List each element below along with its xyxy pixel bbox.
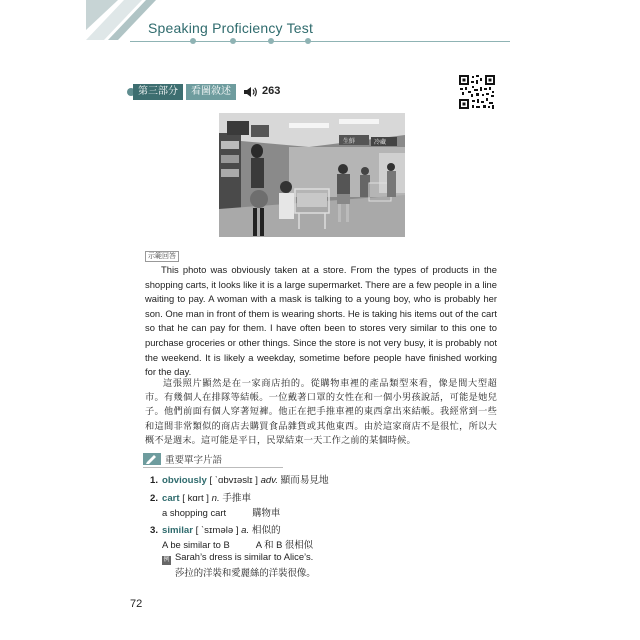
example-icon: 例 [163, 557, 170, 563]
vocab-phrase-zh: A 和 B 很相似 [255, 539, 314, 550]
model-answer-label: 示範回答 [145, 251, 179, 262]
audio-track-number: 263 [262, 85, 281, 97]
vocab-meaning: 手推車 [222, 493, 252, 504]
header-dot [230, 38, 236, 44]
vocab-entry [150, 522, 281, 536]
pencil-icon [143, 453, 161, 465]
vocab-number: 2. [150, 493, 159, 504]
vocab-phrase-en: A be similar to B [162, 539, 230, 550]
vocab-number: 3. [150, 525, 159, 536]
header-stripe-decoration [86, 0, 156, 40]
section-name-label: 看圖敘述 [186, 84, 236, 100]
header-dot [190, 38, 196, 44]
vocab-entry [150, 490, 251, 504]
header-rule [130, 41, 510, 42]
vocab-meaning: 相似的 [251, 525, 281, 536]
vocab-title: 重要單字片語 [165, 455, 223, 466]
vocab-pos: adv. [260, 475, 278, 486]
vocab-pos: a. [241, 525, 250, 536]
vocab-heading [143, 452, 222, 466]
vocab-phrase-en: a shopping cart [162, 507, 227, 518]
vocab-number: 1. [150, 475, 159, 486]
vocab-phrase [162, 505, 280, 519]
vocab-example [162, 551, 313, 565]
vocab-word: similar [162, 525, 193, 536]
english-answer-paragraph: This photo was obviously taken at a store. From the types of products in the shopping carts, it looks like it is a large supermarket. There are a few people in a line waiting to pay. A woman with a mask is talking to a young boy, who is probably her son. One man in front of them is wearing shorts. He is taking his items out of the cart so that he can pay for them. I have often been to stores very similar to this one to purchase groceries or other things. Since the store is not very busy, it is probably not the weekend. It is likely a weekday, sometime before people have finished working for the day. [145, 264, 497, 378]
qr-code-icon[interactable] [458, 74, 496, 110]
vocab-example-translation: 莎拉的洋裝和愛麗絲的洋裝很像。 [175, 567, 316, 578]
vocab-pos: n. [211, 493, 220, 504]
vocab-entry [150, 472, 329, 486]
store-sign: 冷藏 [374, 139, 387, 146]
store-photo [219, 113, 405, 237]
chinese-translation-paragraph: 這張照片顯然是在一家商店拍的。從購物車裡的產品類型來看，像是間大型超市。有幾個人在排隊等結帳。一位戴著口罩的女性在和一個小男孩說話，可能是她兒子。他們前面有個人穿著短褲。他正在把手推車裡的東西拿出來結帳。我經常到一些和這間非常類似的商店去購買食品雜貨或其他東西。由於這家商店不是很忙，所以大概不是週末。這可能是平日，民眾結束一天工作之前的某個時候。 [145, 378, 497, 445]
vocab-phrase [162, 537, 313, 551]
vocab-ipa: [ ˋsɪmələ ] [195, 525, 239, 536]
vocab-ipa: [ ˋɑbvɪəslɪ ] [209, 475, 258, 486]
section-part-label: 第三部分 [133, 84, 183, 100]
header-dot [305, 38, 311, 44]
vocab-ipa: [ kɑrt ] [182, 493, 209, 504]
vocab-phrase-zh: 購物車 [252, 507, 281, 518]
vocab-word: cart [162, 493, 180, 504]
vocab-example-en: Sarah’s dress is similar to Alice’s. [175, 551, 314, 562]
speaker-icon[interactable] [244, 86, 258, 98]
store-sign: 生鮮 [343, 138, 356, 145]
header-title: Speaking Proficiency Test [148, 20, 314, 36]
vocab-meaning: 顯而易見地 [280, 475, 329, 486]
header-dot [268, 38, 274, 44]
page-number: 72 [130, 598, 143, 610]
vocab-word: obviously [162, 475, 207, 486]
vocab-rule [143, 467, 283, 468]
